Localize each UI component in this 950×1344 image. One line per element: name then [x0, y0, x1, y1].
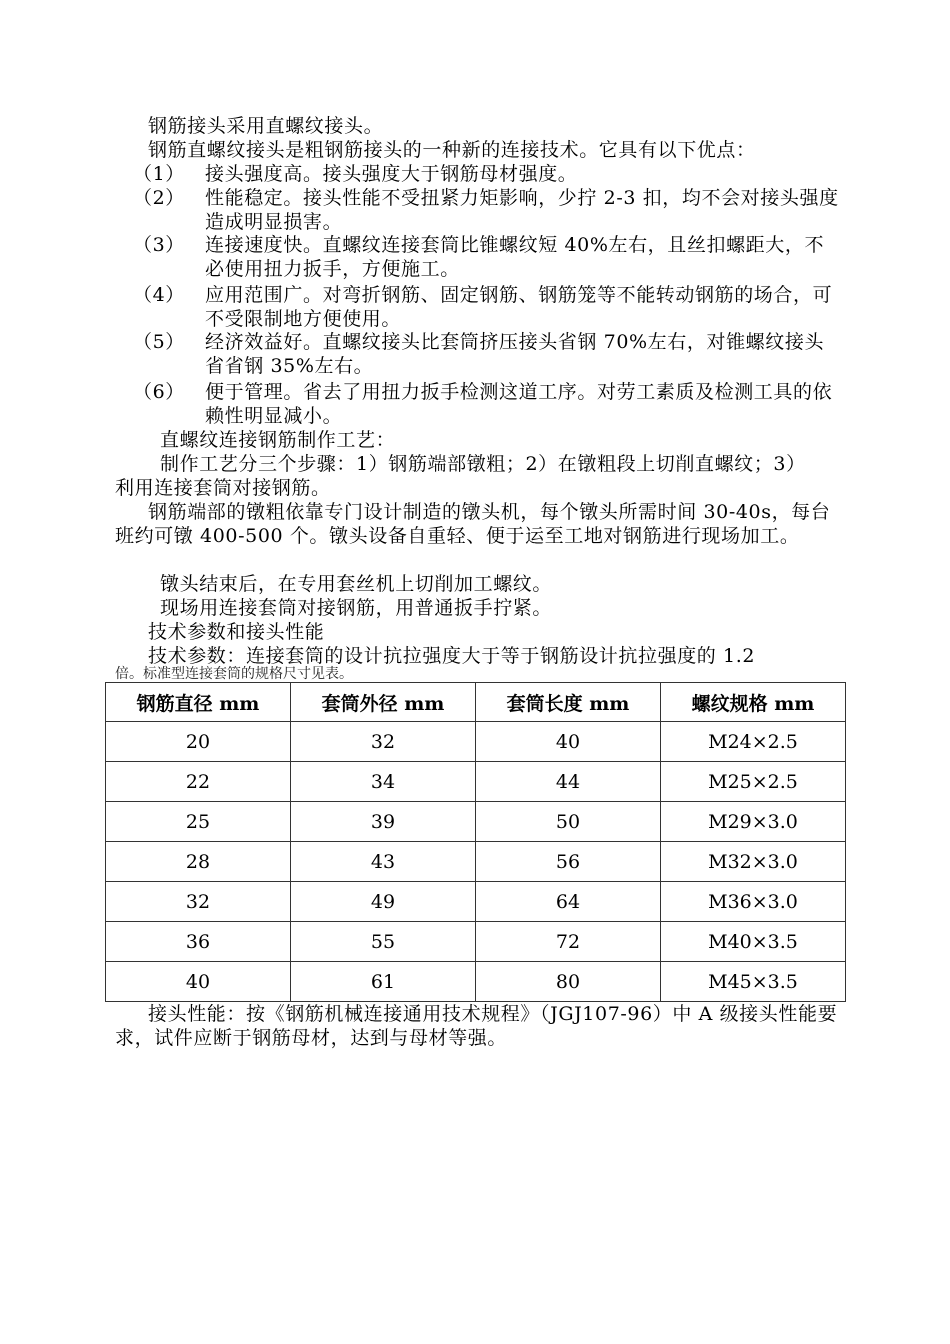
table-header-row	[106, 683, 846, 722]
threading-paragraph: 镦头结束后，在专用套丝机上切削加工螺纹。	[160, 573, 553, 595]
table-row	[106, 922, 846, 962]
table-row	[106, 882, 846, 922]
table-cell: 72	[476, 922, 661, 962]
advantage-item-6	[133, 380, 843, 428]
table-cell: 34	[291, 762, 476, 802]
table-cell: 22	[106, 762, 291, 802]
advantage-item-3	[133, 233, 843, 281]
intro-paragraph: 钢筋接头采用直螺纹接头。	[148, 115, 384, 137]
table-cell: 20	[106, 722, 291, 762]
column-header: 螺纹规格 mm	[661, 683, 846, 722]
table-cell: 56	[476, 842, 661, 882]
table-cell: M24×2.5	[661, 722, 846, 762]
table-cell: 28	[106, 842, 291, 882]
table-cell: 36	[106, 922, 291, 962]
advantage-number: （6）	[133, 381, 185, 403]
advantage-text: 便于管理。省去了用扭力扳手检测这道工序。对劳工素质及检测工具的依赖性明显减小。	[205, 381, 833, 427]
table-cell: 80	[476, 962, 661, 1002]
joint-performance-paragraph: 接头性能：按《钢筋机械连接通用技术规程》（JGJ107-96）中 A 级接头性能要求，试件应断于钢筋母材，达到与母材等强。	[115, 1003, 838, 1049]
table-cell: 55	[291, 922, 476, 962]
table-cell: 32	[291, 722, 476, 762]
advantage-item-4	[133, 283, 843, 331]
process-steps-cont: 利用连接套筒对接钢筋。	[115, 477, 331, 499]
advantage-number: （4）	[133, 284, 185, 306]
column-header: 套筒长度 mm	[476, 683, 661, 722]
table-row	[106, 722, 846, 762]
advantage-text: 应用范围广。对弯折钢筋、固定钢筋、钢筋笼等不能转动钢筋的场合，可不受限制地方便使用。	[205, 284, 833, 330]
advantage-item-2	[133, 186, 843, 234]
table-cell: M36×3.0	[661, 882, 846, 922]
table-cell: 40	[476, 722, 661, 762]
process-heading: 直螺纹连接钢筋制作工艺：	[160, 429, 396, 451]
advantage-number: （2）	[133, 187, 185, 209]
table-cell: 44	[476, 762, 661, 802]
table-cell: 49	[291, 882, 476, 922]
table-row	[106, 802, 846, 842]
table-cell: 32	[106, 882, 291, 922]
advantage-number: （1）	[133, 163, 185, 185]
advantage-text: 连接速度快。直螺纹连接套筒比锥螺纹短 40%左右，且丝扣螺距大，不必使用扭力扳手，方便施工。	[205, 234, 825, 280]
tech-params-cont: 倍。标准型连接套筒的规格尺寸见表。	[115, 666, 353, 682]
upsetting-paragraph: 钢筋端部的镦粗依靠专门设计制造的镦头机，每个镦头所需时间 30-40s，每台班约可镦 400-500 个。镦头设备自重轻、便于运至工地对钢筋进行现场加工。	[115, 501, 831, 547]
advantage-text: 性能稳定。接头性能不受扭紧力矩影响，少拧 2-3 扣，均不会对接头强度造成明显损害。	[205, 187, 839, 233]
tech-params: 技术参数：连接套筒的设计抗拉强度大于等于钢筋设计抗拉强度的 1.2	[148, 645, 756, 667]
table-cell: 50	[476, 802, 661, 842]
column-header: 钢筋直径 mm	[106, 683, 291, 722]
table-cell: 64	[476, 882, 661, 922]
table-cell: M40×3.5	[661, 922, 846, 962]
advantage-item-5	[133, 330, 843, 378]
table-cell: 43	[291, 842, 476, 882]
advantage-number: （5）	[133, 331, 185, 353]
advantage-text: 经济效益好。直螺纹接头比套筒挤压接头省钢 70%左右，对锥螺纹接头省省钢 35%左右。	[205, 331, 825, 377]
advantage-item-1	[133, 162, 843, 186]
process-steps: 制作工艺分三个步骤：1）钢筋端部镦粗；2）在镦粗段上切削直螺纹；3）	[160, 453, 806, 475]
column-header: 套筒外径 mm	[291, 683, 476, 722]
advantage-number: （3）	[133, 234, 185, 256]
table-cell: 40	[106, 962, 291, 1002]
sleeve-spec-table	[105, 682, 846, 1002]
advantages-intro: 钢筋直螺纹接头是粗钢筋接头的一种新的连接技术。它具有以下优点：	[148, 139, 756, 161]
advantage-text: 接头强度高。接头强度大于钢筋母材强度。	[205, 163, 578, 185]
table-cell: 61	[291, 962, 476, 1002]
table-cell: 39	[291, 802, 476, 842]
table-cell: M29×3.0	[661, 802, 846, 842]
tech-heading: 技术参数和接头性能	[148, 621, 325, 643]
table-cell: M45×3.5	[661, 962, 846, 1002]
table-cell: 25	[106, 802, 291, 842]
table-cell: M25×2.5	[661, 762, 846, 802]
table-row	[106, 962, 846, 1002]
table-row	[106, 762, 846, 802]
table-cell: M32×3.0	[661, 842, 846, 882]
table-row	[106, 842, 846, 882]
connection-paragraph: 现场用连接套筒对接钢筋，用普通扳手拧紧。	[160, 597, 553, 619]
